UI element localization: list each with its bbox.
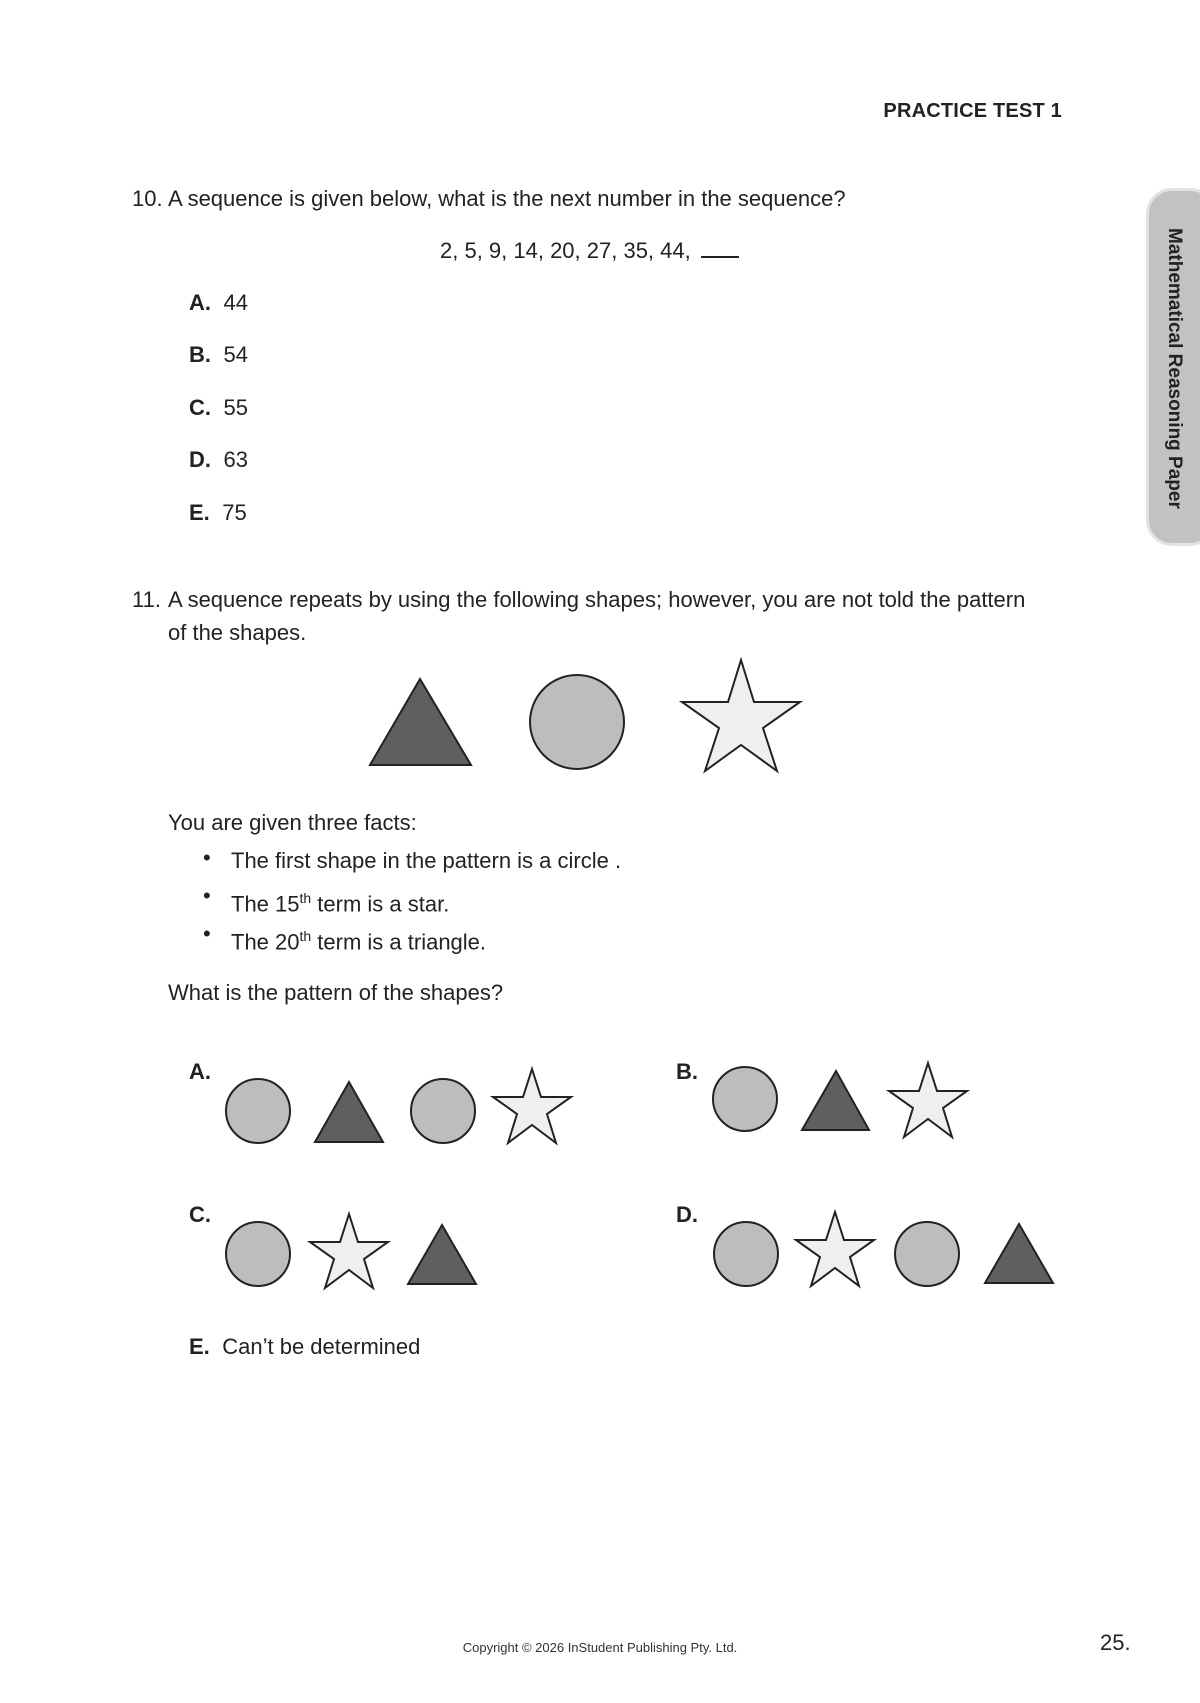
q11-fact-1: The first shape in the pattern is a circle .: [231, 848, 622, 873]
fact-2-superscript: th: [299, 890, 312, 906]
q11-option-b-shapes[interactable]: [713, 1063, 967, 1137]
triangle-icon: [802, 1071, 869, 1130]
option-letter: E.: [189, 500, 210, 525]
copyright-footer: Copyright © 2026 InStudent Publishing Pty. Ltd.: [462, 1640, 738, 1655]
page-number: 25.: [1100, 1630, 1131, 1655]
circle-icon: [226, 1079, 290, 1143]
triangle-icon: [985, 1224, 1053, 1283]
option-value: 63: [223, 447, 248, 472]
option-value: 44: [223, 290, 248, 315]
option-letter: A.: [189, 290, 211, 315]
fact-2-suffix: term is a star.: [311, 891, 450, 917]
q11-facts-intro: You are given three facts:: [168, 810, 417, 835]
side-tab-label: Mathematical Reasoning Paper: [1164, 228, 1185, 509]
q11-option-e[interactable]: [189, 1334, 420, 1360]
q11-option-c-letter[interactable]: C.: [189, 1202, 211, 1227]
bullet-icon: •: [203, 883, 211, 908]
q10-text: A sequence is given below, what is the next number in the sequence?: [168, 186, 846, 211]
q10-sequence-values: 2, 5, 9, 14, 20, 27, 35, 44,: [440, 238, 691, 263]
circle-icon: [895, 1222, 959, 1286]
option-value: 54: [223, 342, 248, 367]
option-letter: C.: [189, 395, 211, 420]
circle-icon: [714, 1222, 778, 1286]
q11-option-a-letter[interactable]: A.: [189, 1059, 211, 1084]
q10-number: 10.: [132, 186, 163, 211]
q11-number: 11.: [132, 587, 161, 612]
option-letter: E.: [189, 1334, 210, 1359]
circle-icon: [713, 1067, 777, 1131]
q11-option-b-letter[interactable]: B.: [676, 1059, 698, 1084]
star-icon: [889, 1063, 967, 1137]
circle-icon: [226, 1222, 290, 1286]
option-value: 55: [223, 395, 248, 420]
option-value: 75: [222, 500, 247, 525]
fact-2-prefix: The 15: [231, 891, 300, 917]
fact-3-superscript: th: [299, 928, 312, 944]
fact-3-prefix: The 20: [231, 929, 300, 955]
q11-question: What is the pattern of the shapes?: [168, 980, 504, 1005]
q11-option-d-letter[interactable]: D.: [676, 1202, 698, 1227]
q11-option-c-shapes[interactable]: [226, 1214, 476, 1288]
q11-option-d-shapes[interactable]: [714, 1212, 1053, 1286]
page-header: PRACTICE TEST 1: [883, 100, 1062, 122]
triangle-icon: [408, 1225, 476, 1284]
bullet-icon: •: [203, 845, 211, 870]
q11-text-line2: of the shapes.: [168, 620, 307, 645]
option-letter: B.: [189, 342, 211, 367]
star-icon: [310, 1214, 388, 1288]
option-value: Can’t be determined: [222, 1334, 421, 1359]
q11-text-line1: A sequence repeats by using the following shapes; however, you are not told the pattern: [168, 587, 1026, 612]
star-icon: [796, 1212, 874, 1286]
q11-option-a-shapes[interactable]: [226, 1069, 571, 1143]
star-icon: [493, 1069, 571, 1143]
circle-icon: [411, 1079, 475, 1143]
triangle-icon: [315, 1082, 383, 1142]
bullet-icon: •: [203, 921, 211, 946]
option-letter: D.: [189, 447, 211, 472]
fact-3-suffix: term is a triangle.: [311, 929, 487, 955]
